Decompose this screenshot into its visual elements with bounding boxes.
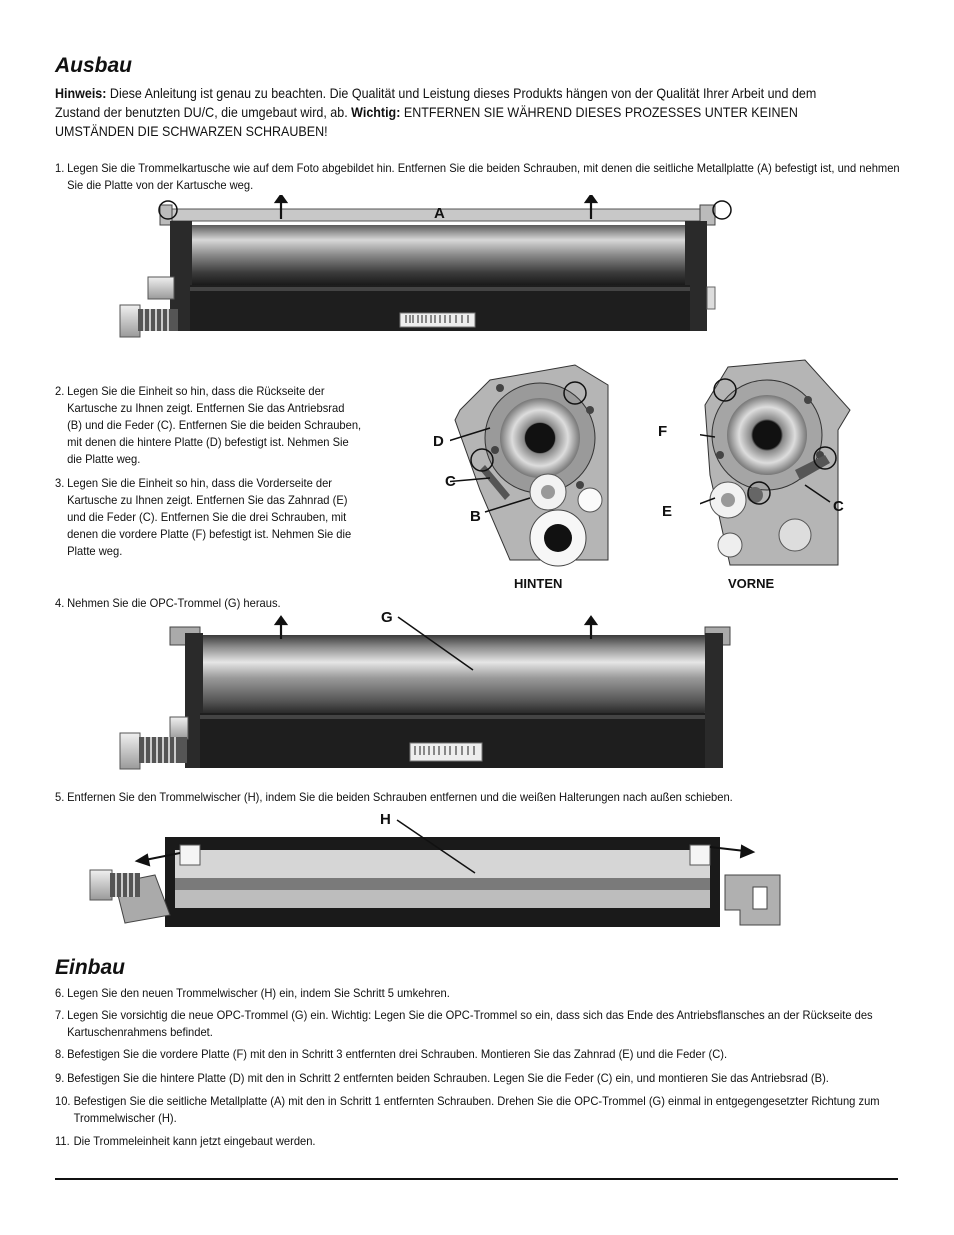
removal-heading: Ausbau	[55, 54, 133, 77]
step-number: 8.	[55, 1047, 65, 1061]
step-number: 6.	[55, 986, 65, 1000]
install-step-9	[55, 1070, 873, 1087]
caption-rear: HINTEN	[514, 576, 563, 591]
step-text: Entfernen Sie den Trommelwischer (H), indem Sie die beiden Schrauben entfernen und die weißen Halterungen nach außen schieben.	[67, 790, 733, 804]
step-number: 4.	[55, 596, 65, 610]
removal-note	[55, 84, 837, 141]
note-text: Diese Anleitung ist genau zu beachten. Die Qualität und Leistung dieses Produkts hängen von der Qualität Ihrer Arbeit und dem Zustand der benutzten DU/C, die umgebaut wird, ab.	[55, 86, 817, 120]
label-h: H	[380, 811, 391, 828]
step-number: 10.	[55, 1094, 71, 1108]
install-step-7	[55, 1007, 901, 1041]
step-text: Die Trommeleinheit kann jetzt eingebaut werden.	[73, 1134, 316, 1148]
step-text: Legen Sie die Einheit so hin, dass die Vorderseite der Kartusche zu Ihnen zeigt. Entfernen Sie das Zahnrad (E) und die Feder (C). Entfernen Sie die drei Schrauben, mit denen die vordere Platte (F) befestigt ist. Nehmen Sie die Platte weg.	[67, 476, 352, 558]
install-step-11	[55, 1133, 873, 1150]
label-a: A	[434, 205, 445, 222]
step-text: Befestigen Sie die seitliche Metallplatte (A) mit den in Schritt 1 entfernten Schrauben. Drehen Sie die OPC-Trommel (G) einmal in entgegengesetzter Richtung zum Trommelwischer (H).	[73, 1094, 880, 1125]
photo-front-plate	[700, 355, 860, 577]
installation-heading: Einbau	[55, 956, 126, 979]
photo-opc-drum	[115, 615, 735, 775]
important-text: ENTFERNEN SIE WÄHREND DIESES PROZESSES UNTER KEINEN UMSTÄNDEN DIE SCHWARZEN SCHRAUBEN!	[55, 105, 798, 139]
step-text: Legen Sie die Trommelkartusche wie auf dem Foto abgebildet hin. Entfernen Sie die beiden Schrauben, mit denen die seitliche Metallplatte (A) befestigt ist, und nehmen Sie die Platte von der Kartusche weg.	[67, 161, 900, 192]
removal-step-1	[55, 160, 901, 194]
photo-drum-wiper	[85, 815, 785, 935]
step-number: 2.	[55, 384, 65, 398]
label-e: E	[662, 503, 673, 520]
removal-step-3	[55, 475, 362, 560]
important-label: Wichtig:	[351, 105, 401, 120]
removal-step-4	[55, 595, 427, 612]
step-number: 5.	[55, 790, 65, 804]
removal-step-5	[55, 789, 864, 806]
install-step-6	[55, 985, 873, 1002]
step-number: 7.	[55, 1008, 65, 1022]
label-b: B	[470, 508, 481, 525]
step-text: Nehmen Sie die OPC-Trommel (G) heraus.	[67, 596, 281, 610]
step-text: Befestigen Sie die vordere Platte (F) mit den in Schritt 3 entfernten drei Schrauben. Montieren Sie das Zahnrad (E) und die Feder (C).	[67, 1047, 728, 1061]
step-number: 1.	[55, 161, 65, 175]
note-label: Hinweis:	[55, 86, 107, 101]
step-text: Befestigen Sie die hintere Platte (D) mit den in Schritt 2 entfernten beiden Schrauben. Legen Sie die Feder (C) ein, und montieren Sie das Antriebsrad (B).	[67, 1071, 829, 1085]
label-d: D	[433, 433, 444, 450]
label-g: G	[381, 609, 393, 626]
label-f: F	[658, 423, 668, 440]
removal-step-2	[55, 383, 362, 468]
step-text: Legen Sie die Einheit so hin, dass die Rückseite der Kartusche zu Ihnen zeigt. Entfernen Sie das Antriebsrad (B) und die Feder (C). Entfernen Sie die beiden Schrauben, mit denen die hintere Platte (D) befestigt ist. Nehmen Sie die Platte weg.	[67, 384, 362, 466]
footer-rule	[55, 1178, 898, 1180]
screw-marker-right	[713, 201, 731, 219]
step-number: 11.	[55, 1134, 70, 1148]
install-step-10	[55, 1093, 892, 1127]
install-step-8	[55, 1046, 873, 1063]
step-number: 3.	[55, 476, 65, 490]
step-number: 9.	[55, 1071, 65, 1085]
photo-cartridge-side-plate	[110, 195, 750, 345]
step-text: Legen Sie den neuen Trommelwischer (H) ein, indem Sie Schritt 5 umkehren.	[67, 986, 450, 1000]
caption-front: VORNE	[728, 576, 775, 591]
photo-rear-plate	[450, 360, 615, 578]
label-c-rear: C	[445, 473, 456, 490]
label-c-front: C	[833, 498, 844, 515]
step-text: Legen Sie vorsichtig die neue OPC-Trommel (G) ein. Wichtig: Legen Sie die OPC-Trommel so ein, dass sich das Ende des Antriebsflansches an der Rückseite des Kartuschenrahmens befindet.	[67, 1008, 873, 1039]
